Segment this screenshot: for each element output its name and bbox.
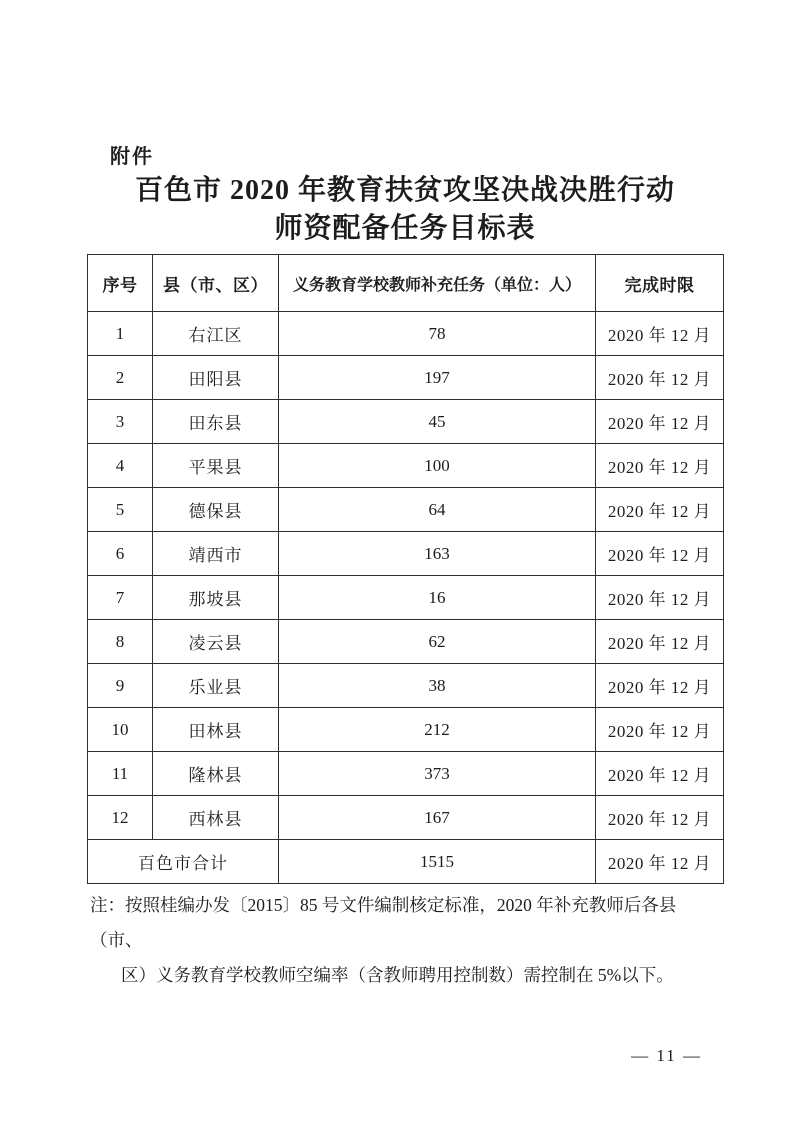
cell-teacher-task: 163 xyxy=(279,532,596,576)
cell-deadline: 2020 年 12 月 xyxy=(596,400,724,444)
cell-county: 平果县 xyxy=(153,444,279,488)
cell-index: 3 xyxy=(88,400,153,444)
cell-deadline: 2020 年 12 月 xyxy=(596,312,724,356)
cell-index: 4 xyxy=(88,444,153,488)
cell-teacher-task: 373 xyxy=(279,752,596,796)
cell-total-teachers: 1515 xyxy=(279,840,596,884)
cell-teacher-task: 45 xyxy=(279,400,596,444)
footnote-line2: 区）义务教育学校教师空编率（含教师聘用控制数）需控制在 5%以下。 xyxy=(121,965,674,985)
table-row xyxy=(88,488,724,532)
footnote-line1: 注：按照桂编办发〔2015〕85 号文件编制核定标准，2020 年补充教师后各县（市、 xyxy=(90,895,677,950)
cell-county: 田东县 xyxy=(153,400,279,444)
table-row xyxy=(88,356,724,400)
cell-teacher-task: 78 xyxy=(279,312,596,356)
cell-teacher-task: 38 xyxy=(279,664,596,708)
table-row xyxy=(88,312,724,356)
cell-index: 5 xyxy=(88,488,153,532)
cell-index: 9 xyxy=(88,664,153,708)
table-header-row xyxy=(88,255,724,312)
cell-deadline: 2020 年 12 月 xyxy=(596,708,724,752)
cell-index: 12 xyxy=(88,796,153,840)
cell-county: 田林县 xyxy=(153,708,279,752)
attachment-label: 附件 xyxy=(110,146,154,168)
cell-county: 田阳县 xyxy=(153,356,279,400)
page-title-line2: 师资配备任务目标表 xyxy=(274,213,536,244)
cell-deadline: 2020 年 12 月 xyxy=(596,664,724,708)
cell-teacher-task: 16 xyxy=(279,576,596,620)
cell-deadline: 2020 年 12 月 xyxy=(596,576,724,620)
cell-county: 乐业县 xyxy=(153,664,279,708)
table-row xyxy=(88,576,724,620)
cell-deadline: 2020 年 12 月 xyxy=(596,532,724,576)
footnote xyxy=(90,888,722,993)
cell-county: 隆林县 xyxy=(153,752,279,796)
cell-index: 11 xyxy=(88,752,153,796)
table-row xyxy=(88,752,724,796)
table-row xyxy=(88,400,724,444)
cell-teacher-task: 62 xyxy=(279,620,596,664)
cell-teacher-task: 212 xyxy=(279,708,596,752)
cell-index: 7 xyxy=(88,576,153,620)
cell-county: 靖西市 xyxy=(153,532,279,576)
cell-county: 德保县 xyxy=(153,488,279,532)
page-title xyxy=(87,172,723,248)
cell-index: 8 xyxy=(88,620,153,664)
page-title-line1: 百色市 2020 年教育扶贫攻坚决战决胜行动 xyxy=(134,175,675,206)
cell-deadline: 2020 年 12 月 xyxy=(596,620,724,664)
cell-teacher-task: 167 xyxy=(279,796,596,840)
teacher-task-table xyxy=(87,254,724,884)
cell-county: 那坡县 xyxy=(153,576,279,620)
cell-deadline: 2020 年 12 月 xyxy=(596,752,724,796)
cell-teacher-task: 64 xyxy=(279,488,596,532)
cell-deadline: 2020 年 12 月 xyxy=(596,444,724,488)
col-header-index: 序号 xyxy=(88,255,153,312)
table-row xyxy=(88,620,724,664)
cell-teacher-task: 197 xyxy=(279,356,596,400)
cell-deadline: 2020 年 12 月 xyxy=(596,356,724,400)
cell-index: 2 xyxy=(88,356,153,400)
table-row xyxy=(88,796,724,840)
table-total-row xyxy=(88,840,724,884)
cell-deadline: 2020 年 12 月 xyxy=(596,796,724,840)
cell-teacher-task: 100 xyxy=(279,444,596,488)
table-row xyxy=(88,532,724,576)
col-header-county: 县（市、区） xyxy=(153,255,279,312)
col-header-teacher-task: 义务教育学校教师补充任务（单位：人） xyxy=(279,255,596,312)
table-row xyxy=(88,444,724,488)
cell-county: 凌云县 xyxy=(153,620,279,664)
table-row xyxy=(88,708,724,752)
cell-county: 西林县 xyxy=(153,796,279,840)
cell-county: 右江区 xyxy=(153,312,279,356)
cell-index: 6 xyxy=(88,532,153,576)
cell-total-label: 百色市合计 xyxy=(88,840,279,884)
cell-deadline: 2020 年 12 月 xyxy=(596,488,724,532)
page-number: — 11 — xyxy=(631,1046,702,1065)
cell-index: 10 xyxy=(88,708,153,752)
cell-total-deadline: 2020 年 12 月 xyxy=(596,840,724,884)
cell-index: 1 xyxy=(88,312,153,356)
col-header-deadline: 完成时限 xyxy=(596,255,724,312)
table-row xyxy=(88,664,724,708)
